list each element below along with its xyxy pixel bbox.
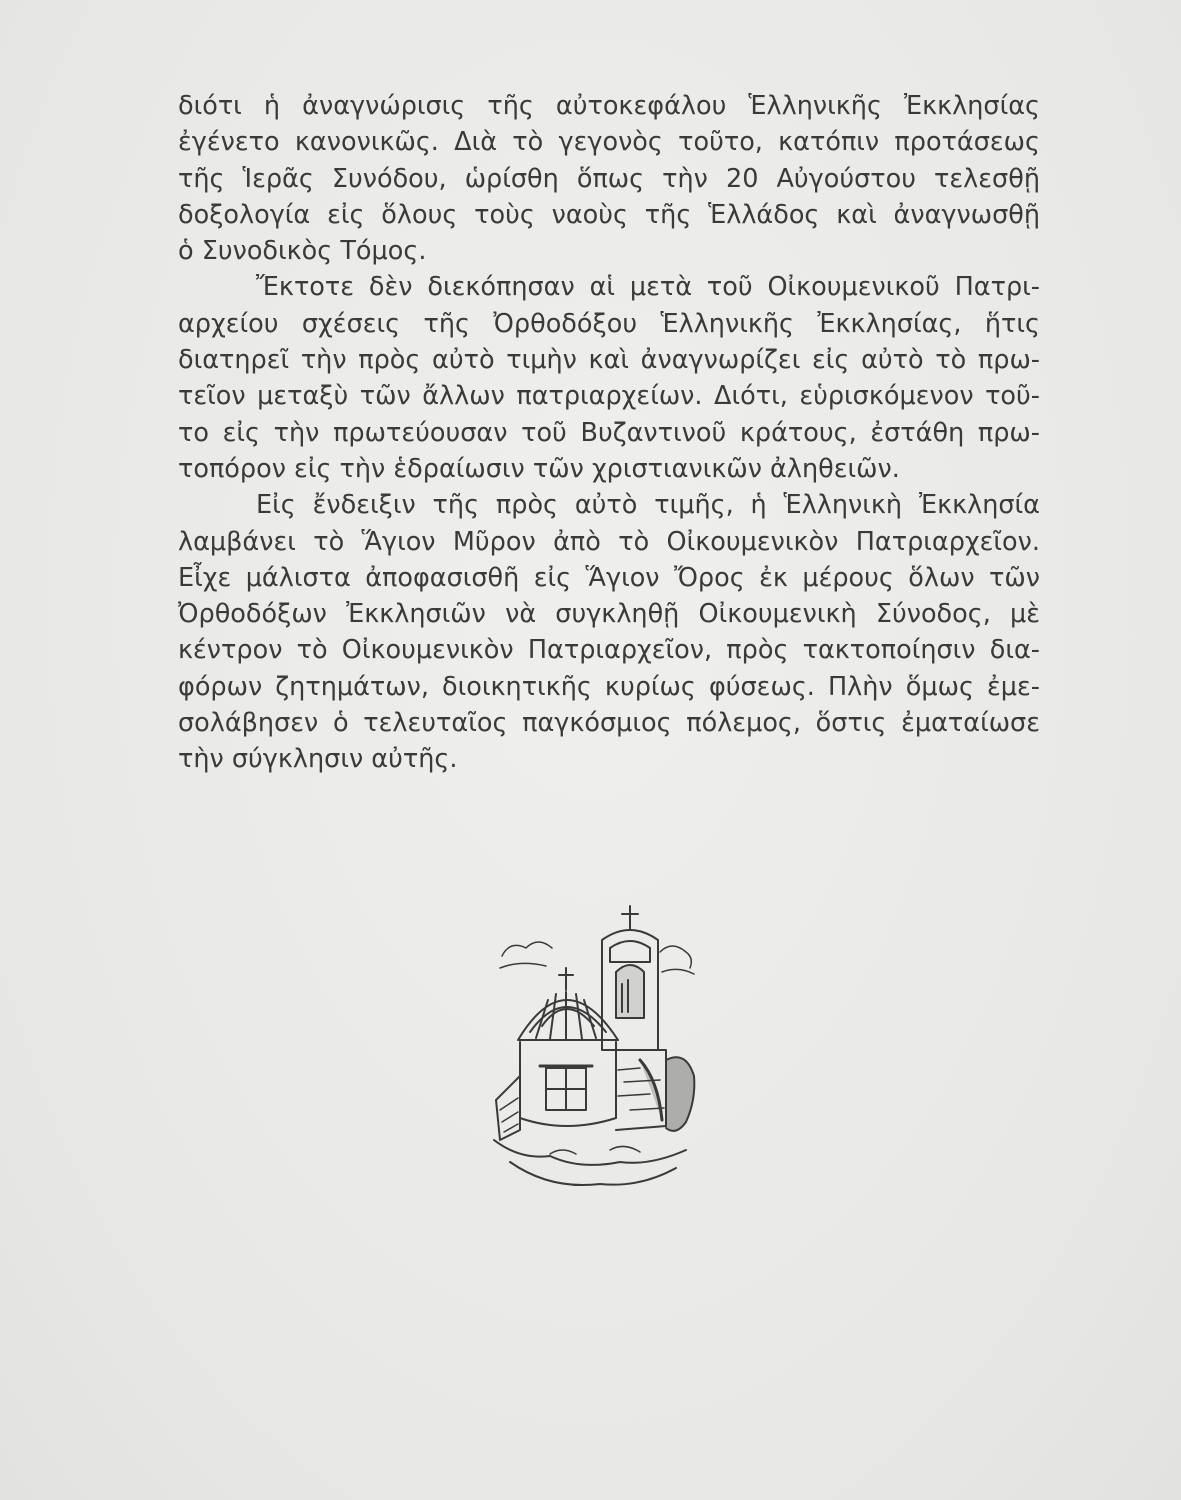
text-line: τεῖον μεταξὺ τῶν ἄλλων πατριαρχείων. Διότι, εὑρισκόμενον τοῦ- [178, 381, 1040, 412]
text-line: διατηρεῖ τὴν πρὸς αὐτὸ τιμὴν καὶ ἀναγνωρίζει εἰς αὐτὸ τὸ πρω- [178, 345, 1040, 376]
text-line: το εἰς τὴν πρωτεύουσαν τοῦ Βυζαντινοῦ κράτους, ἐστάθη πρω- [178, 417, 1040, 448]
text-line: Εἰς ἔνδειξιν τῆς πρὸς αὐτὸ τιμῆς, ἡ Ἑλληνικὴ Ἐκκλησία [256, 490, 1040, 521]
text-line: διότι ἡ ἀναγνώρισις τῆς αὐτοκεφάλου Ἑλληνικῆς Ἐκκλησίας [178, 91, 1040, 121]
chapel-icon [490, 900, 700, 1195]
text-line: αρχείου σχέσεις τῆς Ὀρθοδόξου Ἑλληνικῆς Ἐκκλησίας, ἥτις [178, 308, 1040, 339]
text-line: τοπόρον εἰς τὴν ἑδραίωσιν τῶν χριστιανικῶν ἀληθειῶν. [178, 453, 900, 484]
text-line: λαμβάνει τὸ Ἅγιον Μῦρον ἀπὸ τὸ Οἰκουμενικὸν Πατριαρχεῖον. [178, 526, 1040, 557]
text-line: Ἔκτοτε δὲν διεκόπησαν αἱ μετὰ τοῦ Οἰκουμενικοῦ Πατρι- [256, 272, 1040, 303]
text-line: ὁ Συνοδικὸς Τόμος. [178, 236, 427, 267]
text-line: τῆς Ἱερᾶς Συνόδου, ὡρίσθη ὅπως τὴν 20 Αὐγούστου τελεσθῇ [178, 163, 1040, 194]
text-line: τὴν σύγκλησιν αὐτῆς. [178, 744, 458, 775]
text-line: δοξολογία εἰς ὅλους τοὺς ναοὺς τῆς Ἑλλάδος καὶ ἀναγνωσθῇ [178, 199, 1040, 230]
text-line: κέντρον τὸ Οἰκουμενικὸν Πατριαρχεῖον, πρὸς τακτοποίησιν δια- [178, 635, 1040, 666]
body-text [178, 88, 1040, 778]
text-line: Εἶχε μάλιστα ἀποφασισθῆ εἰς Ἅγιον Ὄρος ἐκ μέρους ὅλων τῶν [178, 562, 1040, 593]
text-line: σολάβησεν ὁ τελευταῖος παγκόσμιος πόλεμος, ὅστις ἐματαίωσε [178, 708, 1040, 739]
text-line: ἐγένετο κανονικῶς. Διὰ τὸ γεγονὸς τοῦτο, κατόπιν προτάσεως [178, 127, 1040, 158]
text-line: Ὀρθοδόξων Ἐκκλησιῶν νὰ συγκληθῇ Οἰκουμενικὴ Σύνοδος, μὲ [178, 599, 1040, 630]
text-line: φόρων ζητημάτων, διοικητικῆς κυρίως φύσεως. Πλὴν ὅμως ἐμε- [178, 671, 1040, 702]
